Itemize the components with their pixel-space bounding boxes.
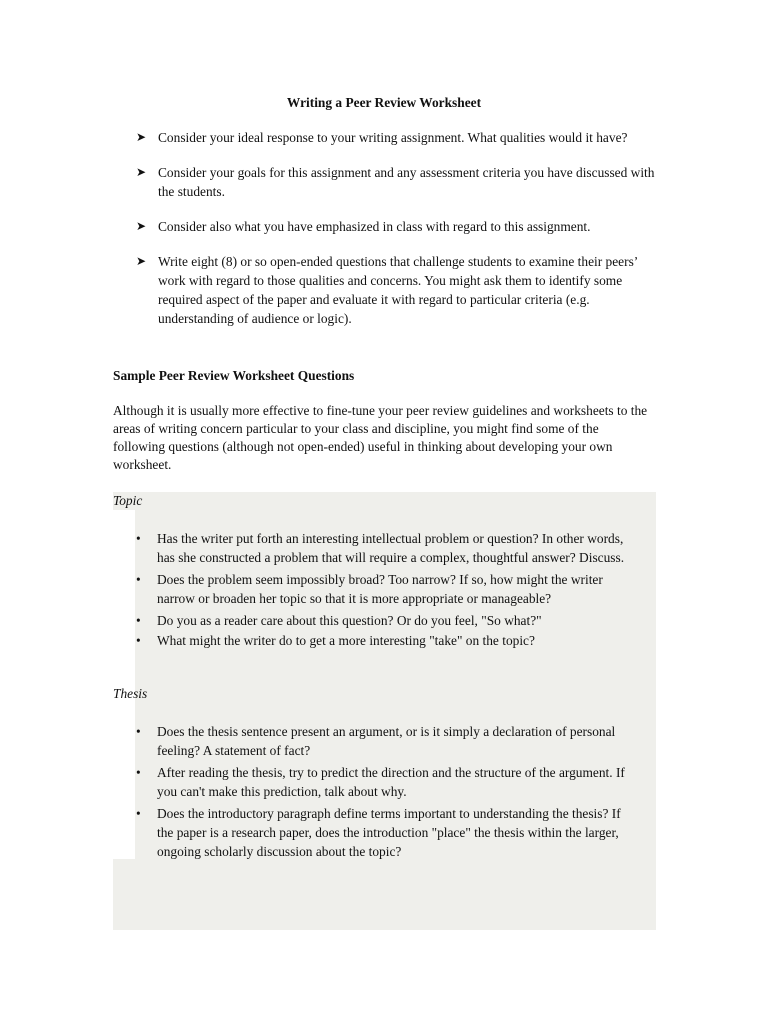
question-text: What might the writer do to get a more interesting "take" on the topic? [157,633,535,648]
question-text: After reading the thesis, try to predict the direction and the structure of the argument. If you can't make this prediction, talk about why. [157,765,625,799]
list-item [135,722,635,760]
list-item [135,529,635,567]
question-text: Does the introductory paragraph define terms important to understanding the thesis? If the paper is a research paper, does the introduction "place" the thesis within the larger, ongoing scholarly discussion about the topic? [157,806,621,859]
list-item [135,631,635,650]
arrow-bullet-icon: ➤ [136,219,147,233]
guideline-text: Write eight (8) or so open-ended questions that challenge students to examine their peers’ work with regard to those qualities and concerns. You might ask them to identify some required aspect of the paper and evaluate it with regard to particular criteria (e.g. understanding of audience or logic). [158,254,638,326]
list-item [135,611,635,630]
document-title: Writing a Peer Review Worksheet [286,95,482,110]
bullet-icon: • [136,806,141,821]
bullet-icon: • [136,633,141,648]
topic-heading: Topic [113,493,143,508]
bullet-icon: • [136,724,141,739]
question-text: Does the thesis sentence present an argument, or is it simply a declaration of personal feeling? A statement of fact? [157,724,616,758]
box-left-gap [113,510,135,670]
guideline-item [136,252,656,328]
guideline-item [136,163,656,201]
thesis-heading: Thesis [113,686,148,701]
guidelines-list [136,128,656,344]
arrow-bullet-icon: ➤ [136,254,147,268]
list-item [135,570,635,608]
bullet-icon: • [136,531,141,546]
guideline-item [136,128,656,147]
list-item [135,804,635,861]
arrow-bullet-icon: ➤ [136,165,147,179]
guideline-text: Consider your goals for this assignment and any assessment criteria you have discussed with the students. [158,165,655,199]
guideline-text: Consider also what you have emphasized in class with regard to this assignment. [158,219,591,234]
bullet-icon: • [136,572,141,587]
bullet-icon: • [136,765,141,780]
list-item [135,763,635,801]
question-text: Has the writer put forth an interesting intellectual problem or question? In other words, has she constructed a problem that will require a complex, thoughtful answer? Discuss. [157,531,625,565]
question-text: Does the problem seem impossibly broad? Too narrow? If so, how might the writer narrow or broaden her topic so that it is more appropriate or manageable? [157,572,603,606]
guideline-text: Consider your ideal response to your writing assignment. What qualities would it have? [158,130,628,145]
thesis-questions-list [135,722,635,864]
bullet-icon: • [136,613,141,628]
arrow-bullet-icon: ➤ [136,130,147,144]
question-text: Do you as a reader care about this question? Or do you feel, "So what?" [157,613,542,628]
guideline-item [136,217,656,236]
intro-paragraph: Although it is usually more effective to fine-tune your peer review guidelines and worksheets to the areas of writing concern particular to your class and discipline, you might find some of the following questions (although not open-ended) useful in thinking about developing your own worksheet. [113,403,648,472]
topic-questions-list [135,529,635,653]
section-heading: Sample Peer Review Worksheet Questions [113,368,355,383]
